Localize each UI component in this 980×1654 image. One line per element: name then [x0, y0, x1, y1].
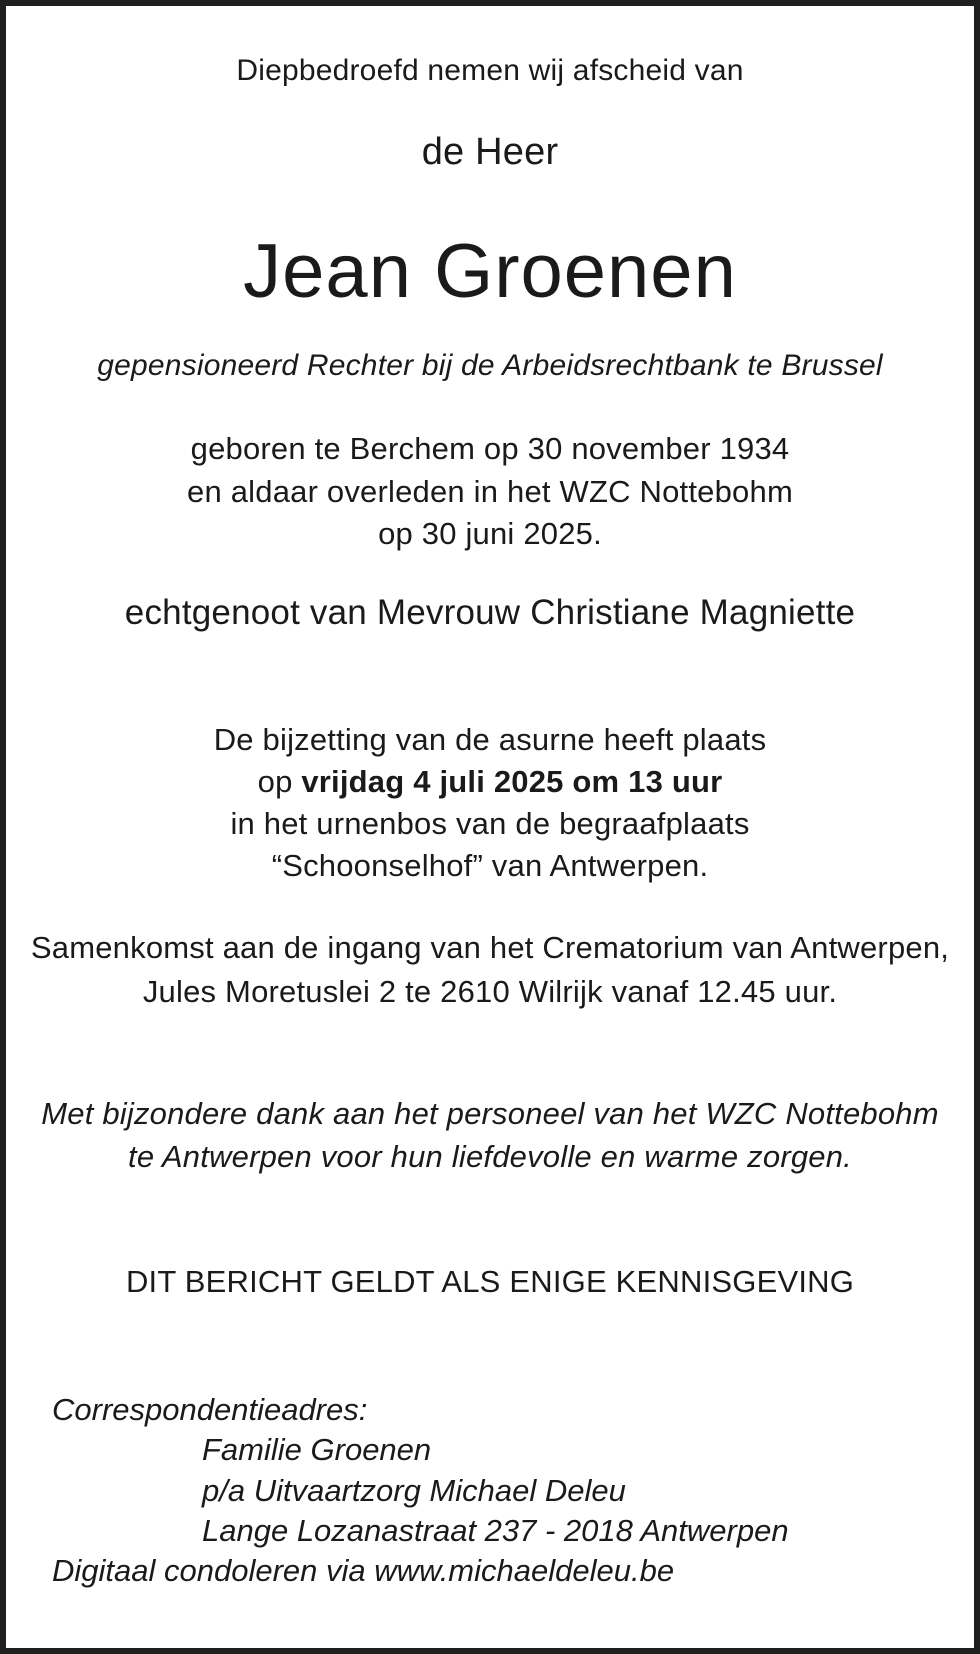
thanks-line-2: te Antwerpen voor hun liefdevolle en warme zorgen.: [128, 1139, 852, 1174]
spouse-line: echtgenoot van Mevrouw Christiane Magniette: [124, 593, 856, 632]
ceremony-date: vrijdag 4 juli 2025 om 13 uur: [301, 764, 723, 799]
ceremony-line-3: in het urnenbos van de begraafplaats: [230, 806, 750, 841]
ceremony-date-prefix: op: [257, 764, 293, 799]
meeting-line-2: Jules Moretuslei 2 te 2610 Wilrijk vanaf 12.45 uur.: [142, 974, 838, 1009]
ceremony-line-4: “Schoonselhof” van Antwerpen.: [271, 848, 709, 883]
deceased-name: Jean Groenen: [243, 229, 737, 314]
correspondence-label: Correspondentieadres:: [52, 1392, 368, 1427]
deceased-role: gepensioneerd Rechter bij de Arbeidsrechtbank te Brussel: [97, 349, 883, 382]
ceremony-line-1: De bijzetting van de asurne heeft plaats: [213, 722, 767, 757]
ceremony-line-2: [12, 764, 968, 800]
correspondence-family: Familie Groenen: [202, 1432, 432, 1467]
death-date-line: op 30 juni 2025.: [378, 516, 602, 551]
death-place-line: en aldaar overleden in het WZC Nottebohm: [187, 474, 793, 509]
correspondence-address: Lange Lozanastraat 237 - 2018 Antwerpen: [202, 1513, 789, 1548]
thanks-line-1: Met bijzondere dank aan het personeel van het WZC Nottebohm: [41, 1096, 939, 1131]
online-condolence: Digitaal condoleren via www.michaeldeleu.be: [52, 1553, 675, 1588]
sole-notice: DIT BERICHT GELDT ALS ENIGE KENNISGEVING: [125, 1264, 855, 1299]
honorific-title: de Heer: [421, 131, 559, 173]
intro-text: Diepbedroefd nemen wij afscheid van: [236, 54, 744, 87]
correspondence-funeral-home: p/a Uitvaartzorg Michael Deleu: [202, 1473, 626, 1508]
birth-line: geboren te Berchem op 30 november 1934: [190, 431, 790, 466]
meeting-line-1: Samenkomst aan de ingang van het Crematorium van Antwerpen,: [30, 930, 950, 965]
